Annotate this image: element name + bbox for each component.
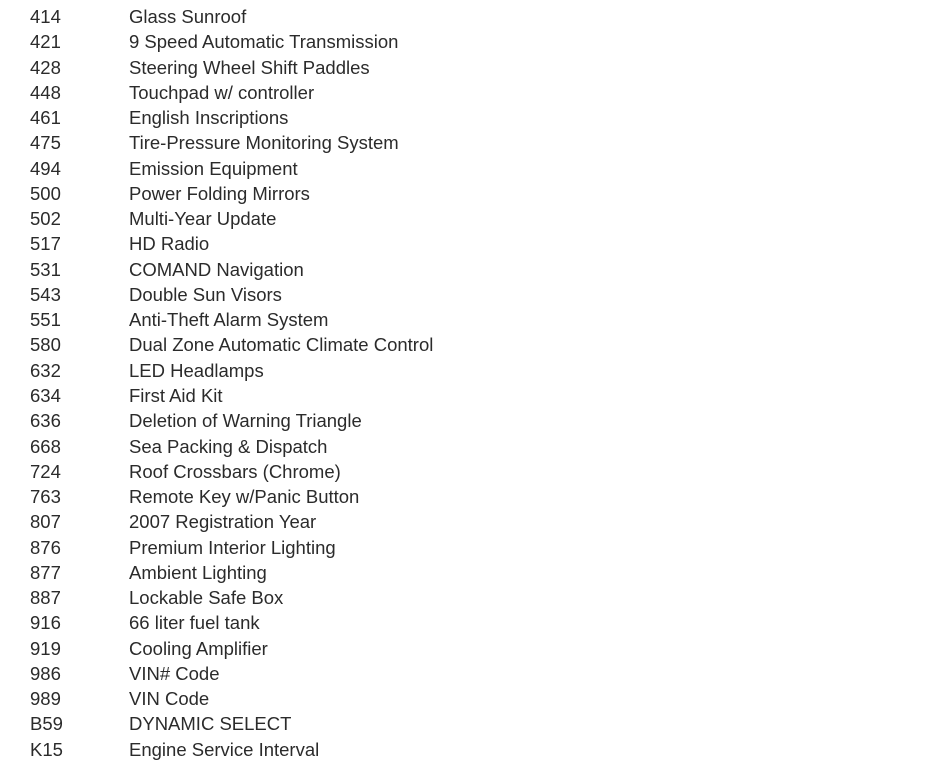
option-description: Touchpad w/ controller: [129, 81, 315, 103]
option-row: [0, 358, 929, 383]
option-description: VIN# Code: [129, 662, 220, 684]
option-row: [0, 80, 929, 105]
option-description: Ambient Lighting: [129, 561, 267, 583]
option-row: [0, 181, 929, 206]
option-row: [0, 686, 929, 711]
option-code: 668: [30, 435, 61, 457]
option-row: [0, 130, 929, 155]
option-description: Emission Equipment: [129, 157, 298, 179]
option-code: 428: [30, 56, 61, 78]
option-row: [0, 231, 929, 256]
option-code: 414: [30, 6, 61, 27]
option-row: [0, 383, 929, 408]
option-code: 887: [30, 587, 61, 609]
option-code: 502: [30, 208, 61, 230]
option-description: HD Radio: [129, 233, 210, 255]
option-code: K15: [30, 738, 63, 760]
option-code: 421: [30, 31, 61, 53]
option-code: 531: [30, 258, 61, 280]
option-row: [0, 307, 929, 332]
option-row: [0, 4, 929, 29]
option-code: 517: [30, 233, 61, 255]
option-code: 494: [30, 157, 61, 179]
option-row: [0, 55, 929, 80]
option-description: 9 Speed Automatic Transmission: [129, 31, 399, 53]
option-description: Remote Key w/Panic Button: [129, 486, 360, 508]
option-code: 475: [30, 132, 61, 154]
option-code: 580: [30, 334, 61, 356]
option-code: 807: [30, 511, 61, 533]
option-row: [0, 509, 929, 534]
option-code: 632: [30, 359, 61, 381]
option-row: [0, 408, 929, 433]
option-row: [0, 535, 929, 560]
option-code: 543: [30, 283, 61, 305]
option-description: Multi-Year Update: [129, 208, 277, 230]
option-description: Deletion of Warning Triangle: [129, 410, 362, 432]
option-description: Power Folding Mirrors: [129, 182, 310, 204]
option-code: 986: [30, 662, 61, 684]
option-row: [0, 585, 929, 610]
option-row: [0, 711, 929, 736]
option-code: 877: [30, 561, 61, 583]
option-description: Roof Crossbars (Chrome): [129, 460, 341, 482]
option-code: 551: [30, 309, 61, 331]
option-description: Cooling Amplifier: [129, 637, 268, 659]
option-row: [0, 156, 929, 181]
option-description: DYNAMIC SELECT: [129, 713, 292, 735]
option-description: First Aid Kit: [129, 384, 223, 406]
option-description: 66 liter fuel tank: [129, 612, 260, 634]
option-code: B59: [30, 713, 63, 735]
option-code: 634: [30, 384, 61, 406]
option-code: 500: [30, 182, 61, 204]
option-row: [0, 661, 929, 686]
option-code: 876: [30, 536, 61, 558]
option-row: [0, 29, 929, 54]
option-row: [0, 206, 929, 231]
option-description: COMAND Navigation: [129, 258, 304, 280]
option-code: 636: [30, 410, 61, 432]
option-row: [0, 484, 929, 509]
option-row: [0, 459, 929, 484]
option-description: Engine Service Interval: [129, 738, 320, 760]
option-row: [0, 105, 929, 130]
option-description: Double Sun Visors: [129, 283, 282, 305]
option-code: 916: [30, 612, 61, 634]
option-description: Premium Interior Lighting: [129, 536, 336, 558]
option-description: Glass Sunroof: [129, 6, 247, 27]
option-row: [0, 434, 929, 459]
option-row: [0, 737, 929, 762]
option-row: [0, 257, 929, 282]
option-row: [0, 332, 929, 357]
option-code: 448: [30, 81, 61, 103]
option-row: [0, 560, 929, 585]
option-description: Lockable Safe Box: [129, 587, 284, 609]
option-description: Anti-Theft Alarm System: [129, 309, 329, 331]
option-description: English Inscriptions: [129, 107, 289, 129]
option-description: Tire-Pressure Monitoring System: [129, 132, 399, 154]
option-description: Sea Packing & Dispatch: [129, 435, 328, 457]
option-description: Dual Zone Automatic Climate Control: [129, 334, 434, 356]
option-row: [0, 610, 929, 635]
option-description: Steering Wheel Shift Paddles: [129, 56, 370, 78]
option-code: 919: [30, 637, 61, 659]
option-code: 763: [30, 486, 61, 508]
option-code: 461: [30, 107, 61, 129]
option-description: VIN Code: [129, 688, 210, 710]
option-code: 989: [30, 688, 61, 710]
option-row: [0, 636, 929, 661]
option-description: 2007 Registration Year: [129, 511, 317, 533]
option-row: [0, 282, 929, 307]
option-description: LED Headlamps: [129, 359, 264, 381]
option-code: 724: [30, 460, 61, 482]
